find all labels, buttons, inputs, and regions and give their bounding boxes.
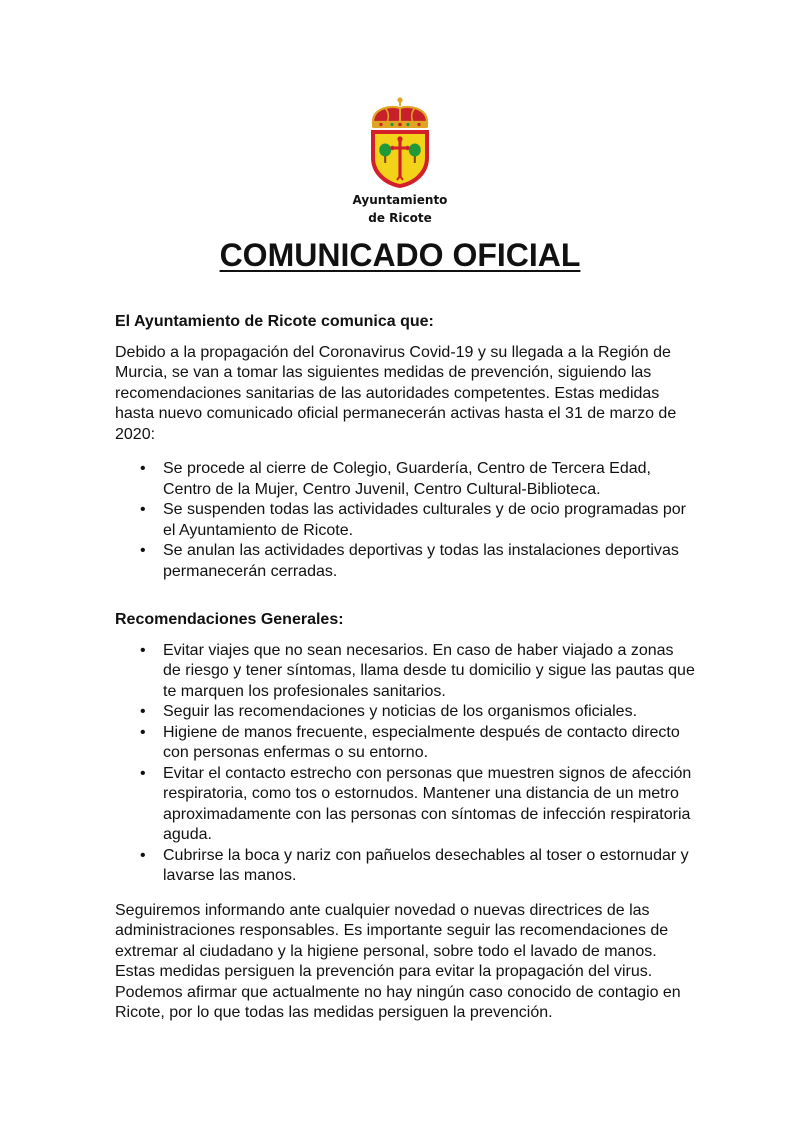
bullet-dot-icon: • [140,703,146,720]
bullet-dot-icon: • [140,460,146,477]
list-item [115,541,695,582]
bullet-dot-icon: • [140,641,146,659]
coat-of-arms-icon [365,96,435,190]
list-item-text: Evitar viajes que no sean necesarios. En caso de haber viajado a zonas de riesgo y tener síntomas, llama desde tu domicilio y sigue las pautas que te marquen los profesionales sanitarios. [163,641,695,700]
recommendations-list [115,641,695,887]
list-item [115,500,695,541]
measures-list [115,459,695,582]
bullet-dot-icon: • [140,542,146,559]
bullet-dot-icon: • [140,764,146,782]
logo-caption-line2: de Ricote [368,211,432,225]
bullet-dot-icon: • [140,846,146,864]
list-item [115,846,695,887]
intro-heading: El Ayuntamiento de Ricote comunica que: [115,313,434,330]
list-item [115,723,695,764]
list-item [115,641,695,703]
list-item-text: Se procede al cierre de Colegio, Guardería, Centro de Tercera Edad, Centro de la Mujer, Centro Juvenil, Centro Cultural-Biblioteca. [163,460,651,498]
document-body [115,312,695,1024]
list-item [115,764,695,846]
logo-caption-line1: Ayuntamiento [352,193,448,207]
page-title: COMUNICADO OFICIAL [219,237,581,273]
list-item-text: Se anulan las actividades deportivas y todas las instalaciones deportivas permanecerán cerradas. [163,542,679,580]
list-item-text: Cubrirse la boca y nariz con pañuelos desechables al toser o estornudar y lavarse las manos. [163,846,689,884]
list-item [115,702,695,723]
closing-paragraph: Seguiremos informando ante cualquier novedad o nuevas directrices de las administraciones responsables. Es importante seguir las recomendaciones de extremar al ciudadano y la higiene personal, sobre todo el lavado de manos. Estas medidas persiguen la prevención para evitar la propagación del virus. Podemos afirmar que actualmente no hay ningún caso conocido de contagio en Ricote, por lo que todas las medidas persiguen la prevención. [115,901,681,1021]
list-item [115,459,695,500]
list-item-text: Evitar el contacto estrecho con personas que muestren signos de afección respiratoria, como tos o estornudos. Mantener una distancia de un metro aproximadamente con las personas con síntomas de infección respiratoria aguda. [163,764,692,843]
municipal-logo [340,96,460,226]
bullet-dot-icon: • [140,723,146,741]
list-item-text: Se suspenden todas las actividades culturales y de ocio programadas por el Ayuntamiento de Ricote. [163,501,686,539]
bullet-dot-icon: • [140,501,146,518]
intro-paragraph: Debido a la propagación del Coronavirus Covid-19 y su llegada a la Región de Murcia, se van a tomar las siguientes medidas de prevención, siguiendo las recomendaciones sanitarias de las autoridades competentes. Estas medidas hasta nuevo comunicado oficial permanecerán activas hasta el 31 de marzo de 2020: [115,343,677,443]
recommendations-heading: Recomendaciones Generales: [115,611,344,628]
list-item-text: Higiene de manos frecuente, especialmente después de contacto directo con personas enfermas o su entorno. [163,723,680,761]
list-item-text: Seguir las recomendaciones y noticias de los organismos oficiales. [163,703,638,720]
